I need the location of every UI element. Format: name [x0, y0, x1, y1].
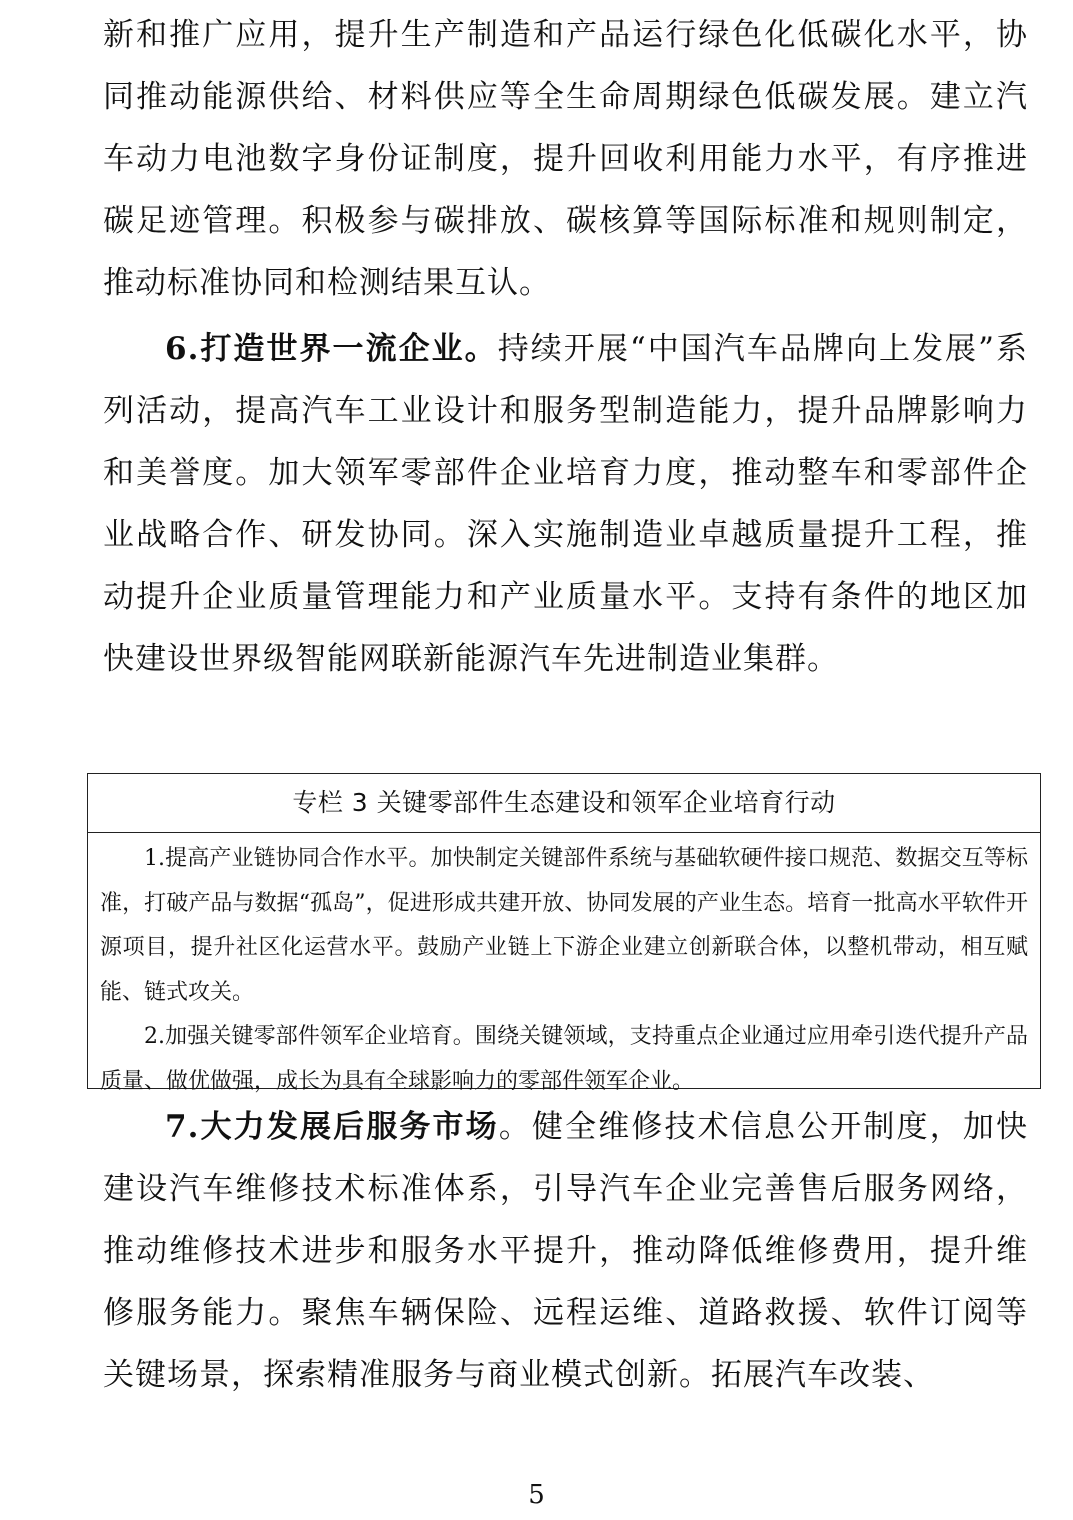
column-box-title: 专栏 3 关键零部件生态建设和领军企业培育行动 [88, 774, 1040, 833]
paragraph-text: 。健全维修技术信息公开制度，加快建设汽车维修技术标准体系，引导汽车企业完善售后服务网络，推动维修技术进步和服务水平提升，推动降低维修费用，提升维修服务能力。聚焦车辆保险、远程运维、道路救援、软件订阅等关键场景，探索精准服务与商业模式创新。拓展汽车改装、 [103, 1109, 1028, 1393]
section-heading-7: 7.大力发展后服务市场 [165, 1109, 499, 1145]
column-box-item-text: 2.加强关键零部件领军企业培育。围绕关键领域，支持重点企业通过应用牵引迭代提升产品质量、做优做强，成长为具有全球影响力的零部件领军企业。 [100, 1024, 1028, 1094]
body-paragraph-section-6 [103, 318, 1028, 690]
column-box-item-2 [100, 1015, 1028, 1104]
page-number: 5 [528, 1480, 545, 1510]
body-paragraph-continuation [103, 4, 1028, 314]
column-box [87, 773, 1041, 1094]
paragraph-text: 持续开展“中国汽车品牌向上发展”系列活动，提高汽车工业设计和服务型制造能力，提升品牌影响力和美誉度。加大领军零部件企业培育力度，推动整车和零部件企业战略合作、研发协同。深入实施制造业卓越质量提升工程，推动提升企业质量管理能力和产业质量水平。支持有条件的地区加快建设世界级智能网联新能源汽车先进制造业集群。 [103, 331, 1028, 677]
section-heading-6: 6.打造世界一流企业。 [165, 331, 498, 367]
column-box-item-text: 1.提高产业链协同合作水平。加快制定关键部件系统与基础软硬件接口规范、数据交互等标准，打破产品与数据“孤岛”，促进形成共建开放、协同发展的产业生态。培育一批高水平软件开源项目，提升社区化运营水平。鼓励产业链上下游企业建立创新联合体，以整机带动，相互赋能、链式攻关。 [100, 846, 1028, 1005]
column-box-item-1 [100, 837, 1028, 1015]
body-paragraph-section-7 [103, 1096, 1028, 1406]
column-box-body [88, 833, 1040, 1104]
paragraph-text: 新和推广应用，提升生产制造和产品运行绿色化低碳化水平，协同推动能源供给、材料供应等全生命周期绿色低碳发展。建立汽车动力电池数字身份证制度，提升回收利用能力水平，有序推进碳足迹管理。积极参与碳排放、碳核算等国际标准和规则制定，推动标准协同和检测结果互认。 [103, 17, 1028, 301]
